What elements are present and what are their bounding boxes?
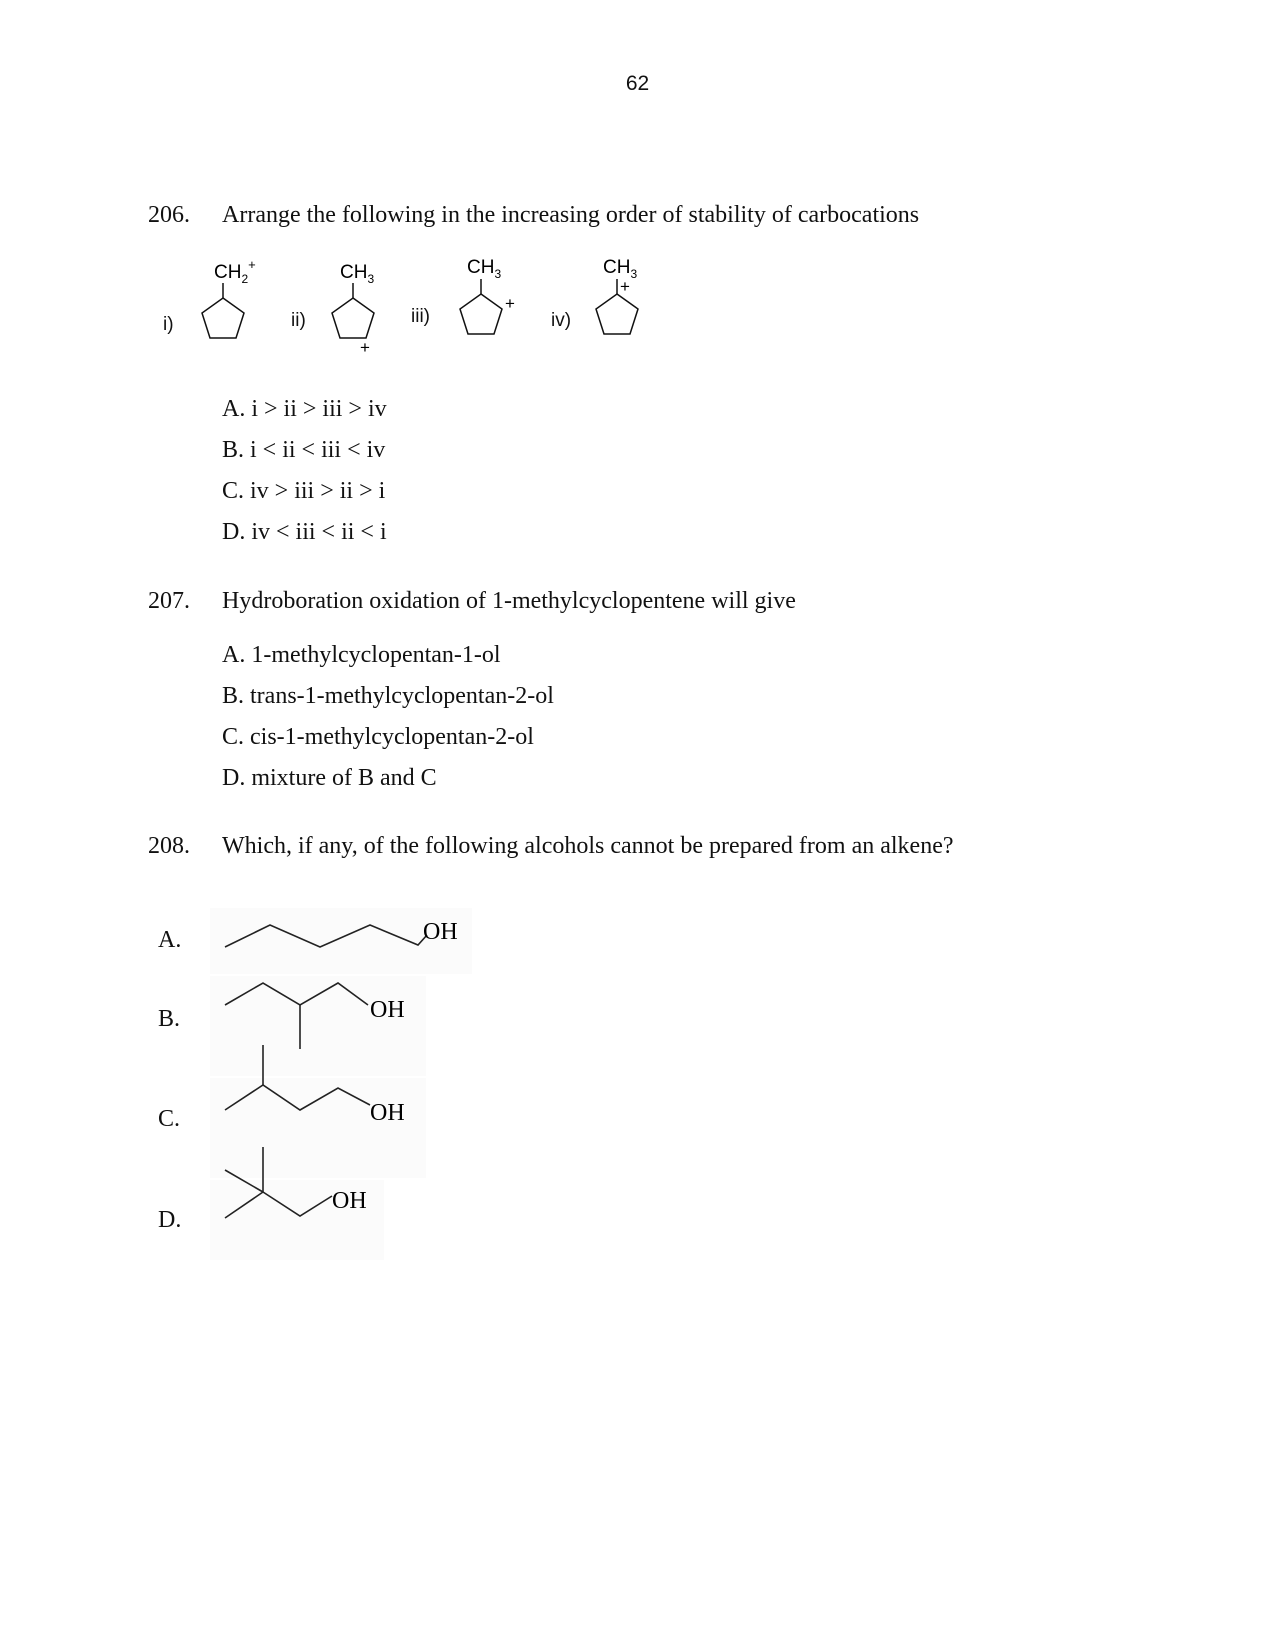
carbocation-structure-i (190, 258, 260, 358)
alcohol-structure-d (210, 1142, 390, 1262)
q206-option-d: D. iv < iii < ii < i (222, 519, 387, 545)
charge-ii: + (360, 338, 370, 357)
page-number: 62 (625, 72, 650, 95)
q206-option-a: A. i > ii > iii > iv (222, 396, 387, 422)
carbocation-structure-iii (446, 252, 526, 352)
structure-label-iii: iii) (411, 306, 430, 327)
hydroxyl-label-c: OH (370, 1100, 405, 1126)
question-number-208: 208. (148, 833, 190, 859)
carbocation-structure-iv (582, 252, 652, 352)
group-label-i: $CH_2^+$ (214, 257, 256, 286)
structure-label-i: i) (163, 314, 174, 335)
q208-option-c-letter: C. (158, 1106, 181, 1132)
q206-option-c: C. iv > iii > ii > i (222, 478, 386, 504)
q207-option-c: C. cis-1-methylcyclopentan-2-ol (222, 724, 534, 750)
question-text-206: Arrange the following in the increasing order of stability of carbocations (222, 202, 920, 228)
hydroxyl-label-a: OH (423, 919, 458, 945)
q206-option-b: B. i < ii < iii < iv (222, 437, 386, 463)
q208-option-d-letter: D. (158, 1207, 182, 1233)
question-number-207: 207. (148, 588, 190, 614)
q207-option-b: B. trans-1-methylcyclopentan-2-ol (222, 683, 554, 709)
q207-option-a: A. 1-methylcyclopentan-1-ol (222, 642, 501, 668)
charge-iv: + (620, 277, 630, 296)
structure-label-iv: iv) (551, 310, 572, 331)
q207-option-d: D. mixture of B and C (222, 765, 437, 791)
question-text-208: Which, if any, of the following alcohols cannot be prepared from an alkene? (222, 833, 954, 859)
charge-iii: + (505, 294, 515, 313)
question-text-207: Hydroboration oxidation of 1-methylcyclopentene will give (222, 588, 796, 614)
q208-option-b-letter: B. (158, 1006, 181, 1032)
group-label-ii: $CH_3$ (340, 262, 375, 286)
group-label-iii: $CH_3$ (467, 257, 502, 281)
alcohol-structure-a (210, 905, 470, 975)
question-number-206: 206. (148, 202, 190, 228)
group-label-iv: $CH_3$ (603, 257, 638, 281)
hydroxyl-label-d: OH (332, 1188, 367, 1214)
hydroxyl-label-b: OH (370, 997, 405, 1023)
carbocation-structure-ii (318, 258, 388, 358)
structure-label-ii: ii) (291, 310, 306, 331)
q208-option-a-letter: A. (158, 927, 182, 953)
